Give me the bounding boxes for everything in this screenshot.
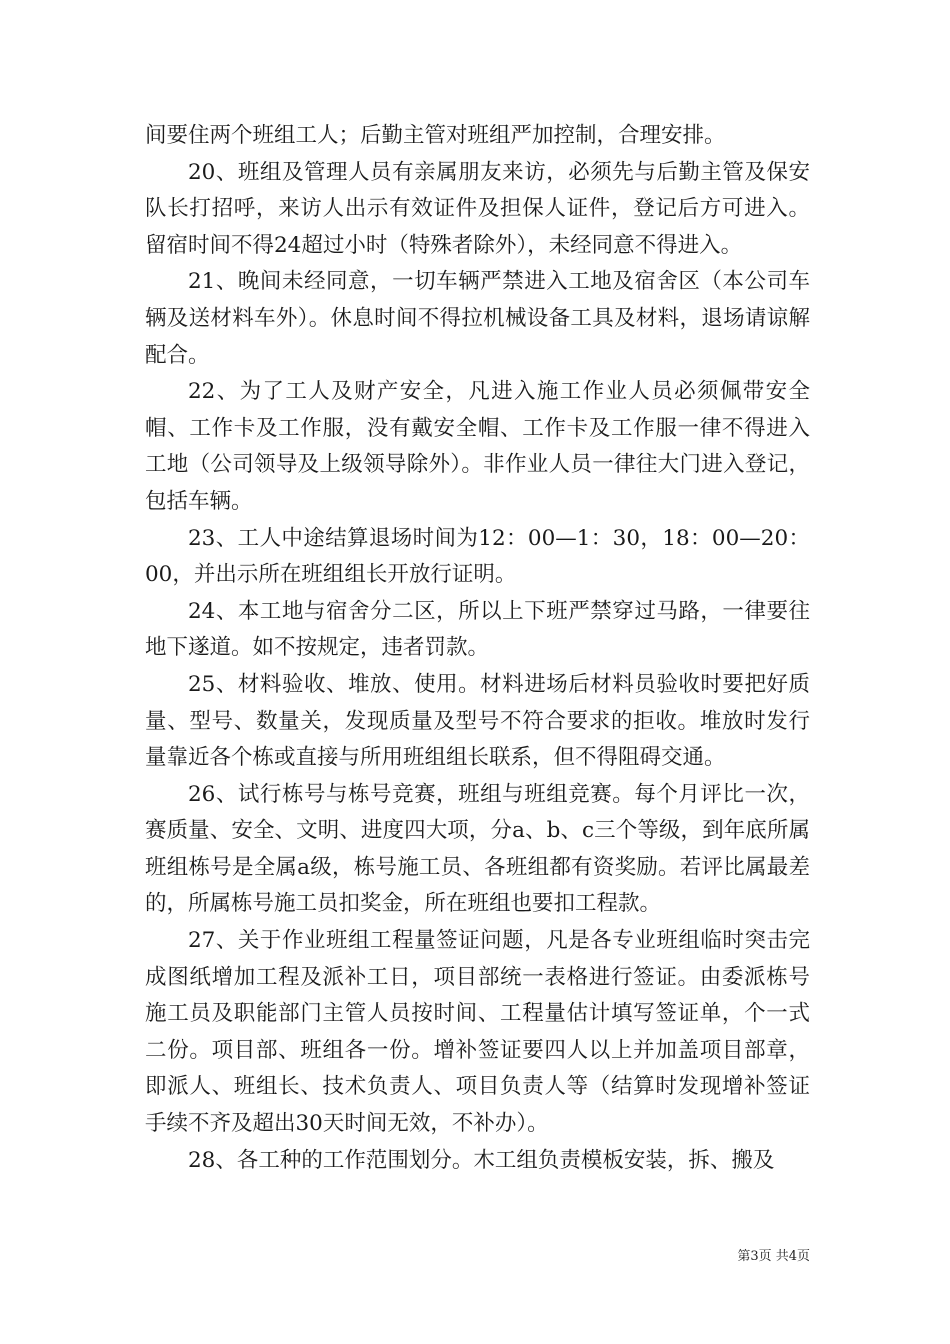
paragraph-26: 26、试行栋号与栋号竞赛，班组与班组竞赛。每个月评比一次，赛质量、安全、文明、进度四大项，分a、b、c三个等级，到年底所属班组栋号是全属a级，栋号施工员、各班组都有资奖励。若评比属最差的，所属栋号施工员扣奖金，所在班组也要扣工程款。	[145, 781, 810, 917]
paragraph-23: 23、工人中途结算退场时间为12：00—1：30，18：00—20：00，并出示所在班组组长开放行证明。	[145, 525, 810, 588]
document-body	[145, 118, 810, 1179]
paragraph-22: 22、为了工人及财产安全，凡进入施工作业人员必须佩带安全帽、工作卡及工作服，没有戴安全帽、工作卡及工作服一律不得进入工地（公司领导及上级领导除外）。非作业人员一律往大门进入登记，包括车辆。	[145, 379, 810, 514]
paragraph-24: 24、本工地与宿舍分二区，所以上下班严禁穿过马路，一律要往地下遂道。如不按规定，违者罚款。	[145, 598, 810, 661]
paragraph-continuation: 间要住两个班组工人；后勤主管对班组严加控制，合理安排。	[145, 123, 726, 148]
paragraph-20: 20、班组及管理人员有亲属朋友来访，必须先与后勤主管及保安队长打招呼，来访人出示有效证件及担保人证件，登记后方可进入。留宿时间不得24超过小时（特殊者除外），未经同意不得进入。	[145, 159, 810, 258]
page-number-footer: 第3页 共4页	[737, 1249, 810, 1264]
paragraph-21: 21、晚间未经同意，一切车辆严禁进入工地及宿舍区（本公司车辆及送材料车外）。休息时间不得拉机械设备工具及材料，退场请谅解配合。	[145, 269, 810, 368]
paragraph-28: 28、各工种的工作范围划分。木工组负责模板安装，拆、搬及	[188, 1147, 775, 1173]
paragraph-27: 27、关于作业班组工程量签证问题，凡是各专业班组临时突击完成图纸增加工程及派补工日，项目部统一表格进行签证。由委派栋号施工员及职能部门主管人员按时间、工程量估计填写签证单，个一式二份。项目部、班组各一份。增补签证要四人以上并加盖项目部章，即派人、班组长、技术负责人、项目负责人等（结算时发现增补签证手续不齐及超出30天时间无效，不补办）。	[145, 928, 810, 1137]
paragraph-25: 25、材料验收、堆放、使用。材料进场后材料员验收时要把好质量、型号、数量关，发现质量及型号不符合要求的拒收。堆放时发行量靠近各个栋或直接与所用班组组长联系，但不得阻碍交通。	[145, 671, 810, 771]
